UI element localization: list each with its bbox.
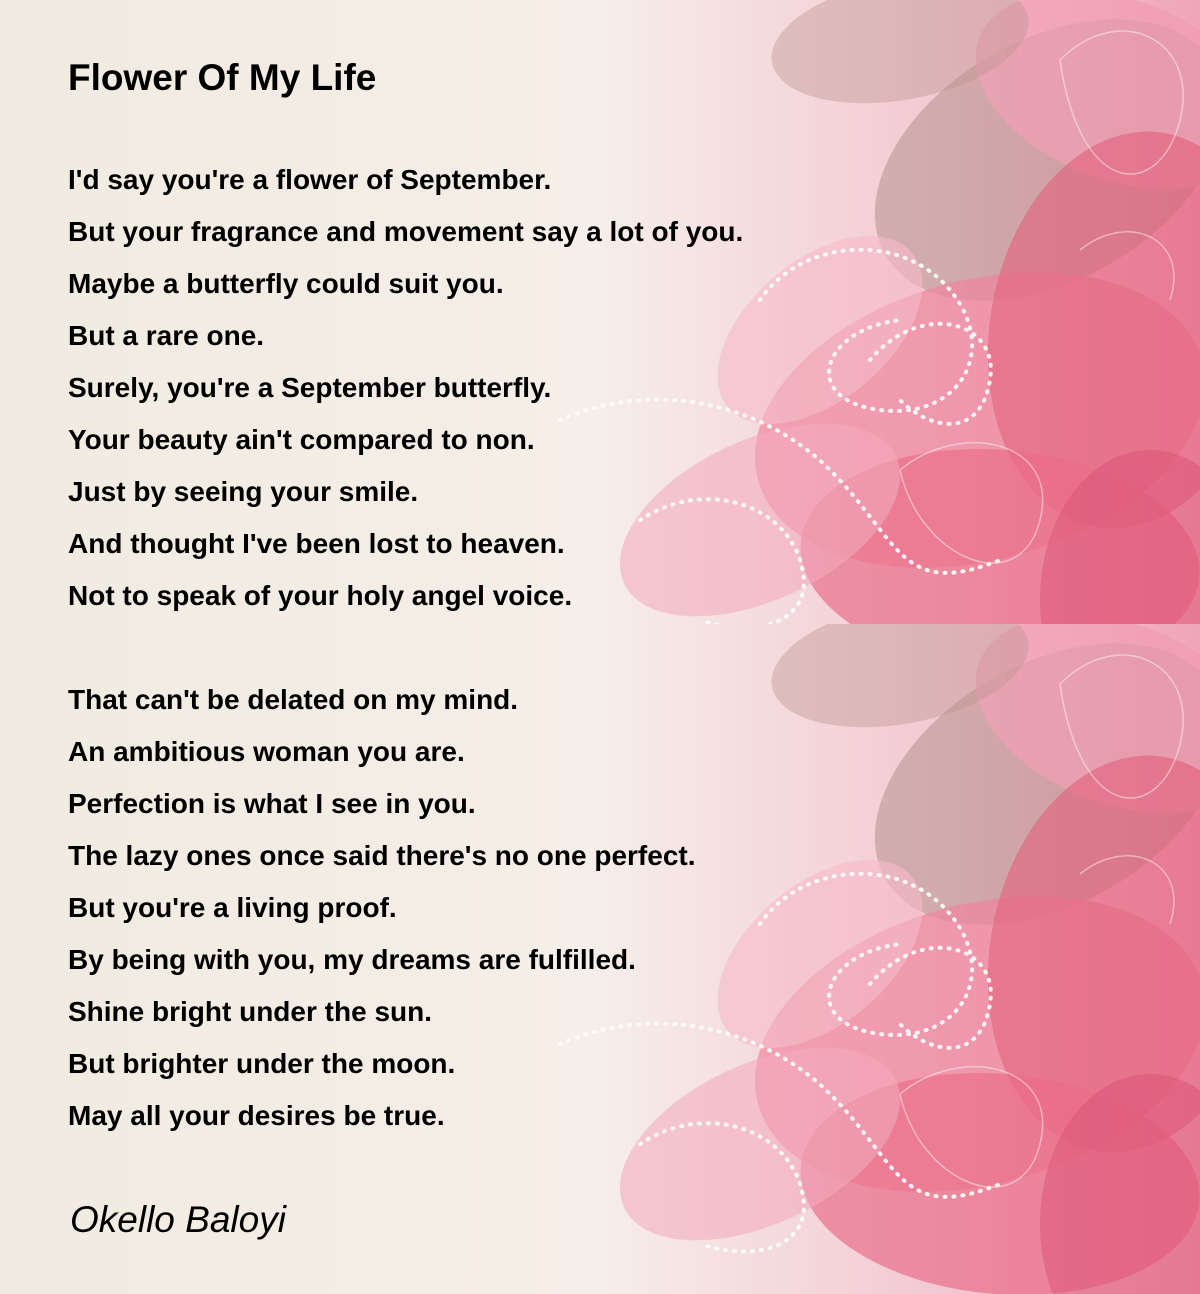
poem-line: Maybe a butterfly could suit you. xyxy=(68,268,504,299)
poem-line: But a rare one. xyxy=(68,320,265,351)
poem-line: Perfection is what I see in you. xyxy=(68,788,476,819)
poem-line: But brighter under the moon. xyxy=(68,1048,456,1079)
poem-line: But you're a living proof. xyxy=(68,892,397,923)
stanza-2 xyxy=(68,674,696,1142)
poem-line: Your beauty ain't compared to non. xyxy=(68,424,535,455)
poem-line: Surely, you're a September butterfly. xyxy=(68,372,552,403)
poem-line: Just by seeing your smile. xyxy=(68,476,419,507)
poem-line: By being with you, my dreams are fulfilled. xyxy=(68,944,636,975)
poem-line: The lazy ones once said there's no one perfect. xyxy=(68,840,696,871)
poem-line: Not to speak of your holy angel voice. xyxy=(68,580,573,611)
poem-line: I'd say you're a flower of September. xyxy=(68,164,552,195)
poem-line: And thought I've been lost to heaven. xyxy=(68,528,565,559)
poem-title: Flower Of My Life xyxy=(68,57,377,98)
poem-author: Okello Baloyi xyxy=(70,1199,286,1240)
stanza-1 xyxy=(68,154,743,622)
poem-line: May all your desires be true. xyxy=(68,1100,445,1131)
poem-line: But your fragrance and movement say a lot of you. xyxy=(68,216,744,247)
poem-line: Shine bright under the sun. xyxy=(68,996,432,1027)
poem-line: That can't be delated on my mind. xyxy=(68,684,519,715)
poem-line: An ambitious woman you are. xyxy=(68,736,465,767)
